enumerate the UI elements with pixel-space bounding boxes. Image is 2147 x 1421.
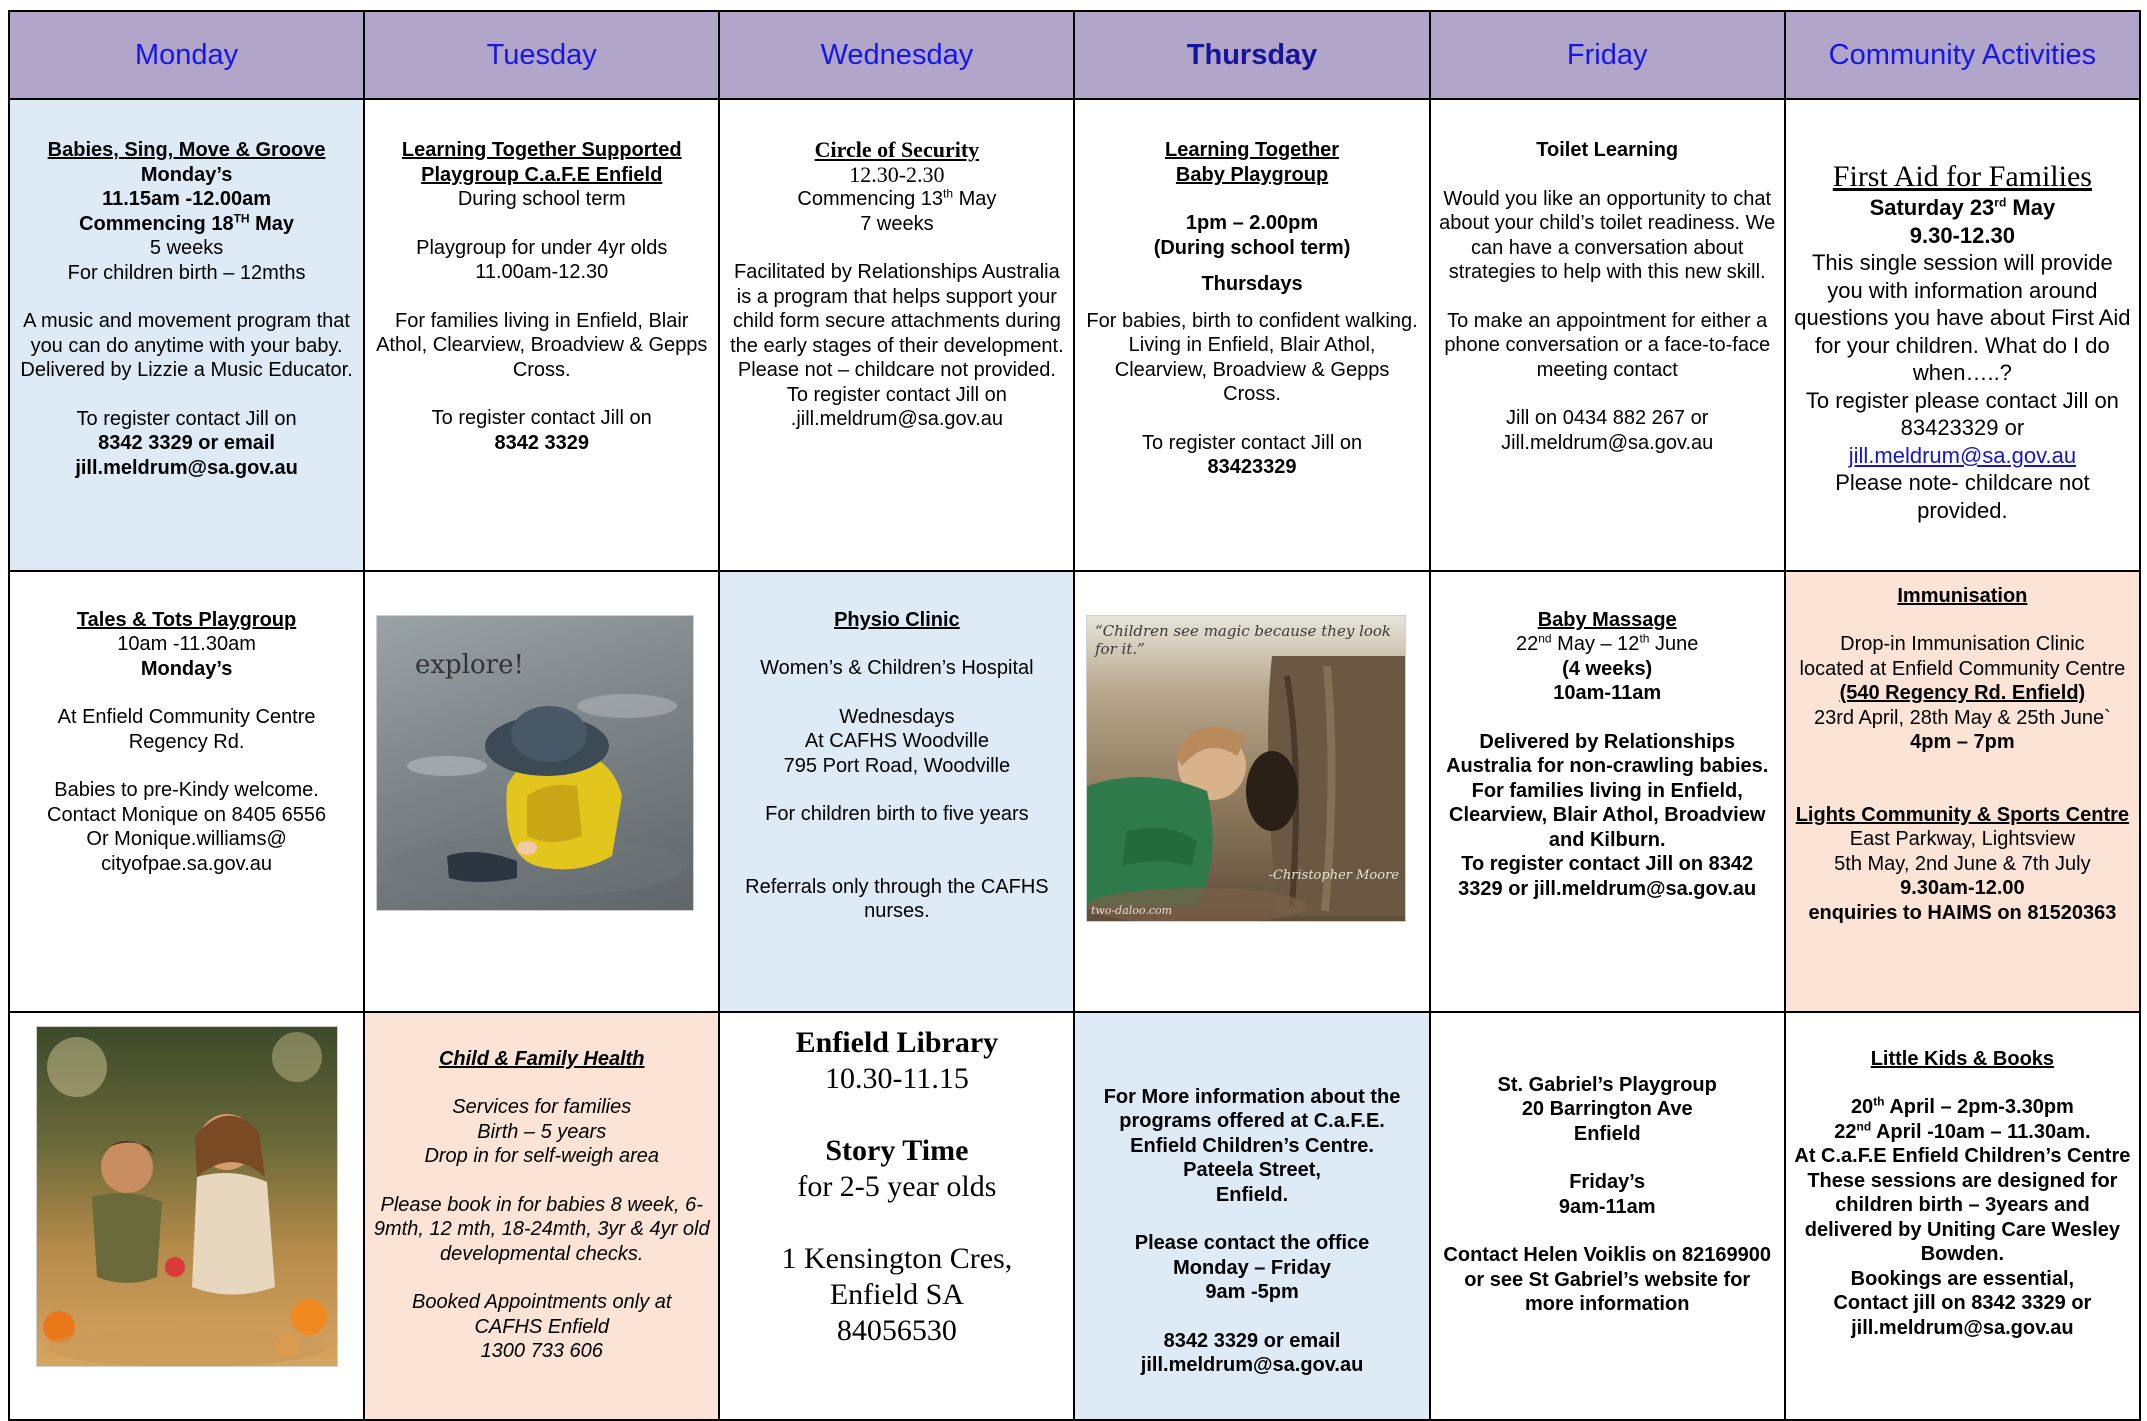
cell-physio-clinic <box>719 571 1074 1012</box>
program-description: Delivered by Relationships Australia for non-crawling babies. <box>1446 730 1769 778</box>
magic-quote-photo <box>1086 615 1406 922</box>
program-families: Living in Enfield, Blair Athol, Clearview, Broadview & Gepps Cross. <box>1114 334 1390 406</box>
explore-caption: explore! <box>415 650 524 680</box>
program-dropin: Drop in for self-weigh area <box>424 1145 660 1168</box>
program-title: Enfield Library <box>795 1025 999 1059</box>
cell-baby-playgroup <box>1074 99 1429 570</box>
cell-enfield-library <box>719 1012 1074 1420</box>
program-dates: 22nd May – 12th June <box>1516 631 1699 656</box>
program-commencing: Commencing 18TH May <box>79 211 295 235</box>
info-days: Monday – Friday <box>1173 1256 1331 1279</box>
magic-quote: “Children see magic because they look for it.” <box>1095 622 1392 658</box>
program-note: Please note- childcare not provided. <box>1835 470 2090 523</box>
program-time: 12.30-2.30 <box>849 161 945 187</box>
program-title-2: Baby Playgroup <box>1175 163 1329 186</box>
session-2: 22nd April -10am – 11.30am. <box>1834 1119 2091 1143</box>
header-wednesday: Wednesday <box>719 11 1074 99</box>
booked-location: CAFHS Enfield <box>474 1315 609 1338</box>
program-title: First Aid for Families <box>1832 160 2092 194</box>
program-subtitle: Story Time <box>825 1133 969 1167</box>
contact-email: jill.meldrum@sa.gov.au <box>75 456 298 479</box>
program-commencing: Commencing 13th May <box>797 186 997 211</box>
program-location: At CAFHS Woodville <box>804 730 989 753</box>
register-text: To register contact Jill on <box>76 407 297 430</box>
program-title: Little Kids & Books <box>1870 1047 2055 1070</box>
contact-phone: 84056530 <box>836 1313 957 1347</box>
contact-phone: 8342 3329 <box>494 431 589 454</box>
header-tuesday: Tuesday <box>364 11 719 99</box>
kids-illustration <box>37 1027 337 1366</box>
program-time: 10.30-11.15 <box>824 1061 969 1095</box>
program-title: Learning Together <box>1165 139 1340 162</box>
program-note: Please not – childcare not provided. <box>737 359 1056 382</box>
register-text: To register contact Jill on <box>786 383 1007 406</box>
cell-child-family-health <box>364 1012 719 1420</box>
program-date: Saturday 23rd May <box>1869 195 2056 221</box>
program-ages: Birth – 5 years <box>477 1120 607 1143</box>
header-row <box>9 11 2140 99</box>
program-term: (During school term) <box>1153 236 1351 259</box>
program-title: Toilet Learning <box>1536 139 1679 162</box>
program-provider: Women’s & Children’s Hospital <box>760 657 1034 680</box>
program-term: During school term <box>457 188 626 211</box>
program-title: Physio Clinic <box>834 608 960 631</box>
program-welcome: Babies to pre-Kindy welcome. <box>54 779 319 802</box>
program-ages: For babies, birth to confident walking. <box>1086 309 1418 332</box>
program-title: Tales & Tots Playgroup <box>76 608 297 631</box>
program-day: Thursdays <box>1201 273 1303 296</box>
info-contact: Please contact the office <box>1134 1232 1370 1255</box>
program-title: Baby Massage <box>1537 608 1677 631</box>
program-ages: For children birth – 12mths <box>67 261 306 284</box>
kids-playing-photo <box>36 1026 338 1367</box>
magic-site: two-daloo.com <box>1091 904 1173 917</box>
program-time: 9.30-12.30 <box>1909 222 2015 248</box>
program-contact: Contact Helen Voiklis on 82169900 or see St Gabriel’s website for more information <box>1443 1244 1771 1316</box>
program-description: Would you like an opportunity to chat about your child’s toilet readiness. We can have a conversation about strategies to help with this new skill. <box>1439 187 1776 284</box>
cell-first-aid <box>1785 99 2140 570</box>
info-hours: 9am -5pm <box>1205 1281 1299 1304</box>
cell-st-gabriels <box>1430 1012 1785 1420</box>
clinic-dates: 23rd April, 28th May & 25th June` <box>1813 706 2111 729</box>
register-text: To register contact Jill on 8342 3329 or jill.meldrum@sa.gov.au <box>1458 853 1757 900</box>
header-community: Community Activities <box>1785 11 2140 99</box>
register-text: To register contact Jill on <box>431 407 652 430</box>
program-description: A music and movement program that you can do anytime with your baby. Delivered by Lizzie a Music Educator. <box>20 310 353 382</box>
lights-address: East Parkway, Lightsview <box>1849 828 2076 851</box>
contact-phone: Contact Monique on 8405 6556 <box>47 803 327 826</box>
appointment-text: To make an appointment for either a phone conversation or a face-to-face meeting contact <box>1444 309 1771 381</box>
program-description: These sessions are designed for children birth – 3years and delivered by Uniting Care Wesley Bowden. <box>1804 1169 2121 1266</box>
program-time: 9am-11am <box>1558 1195 1656 1218</box>
cell-little-kids-books <box>1785 1012 2140 1420</box>
program-weeks: 7 weeks <box>860 212 934 235</box>
program-families: For families living in Enfield, Blair Athol, Clearview, Broadview & Gepps Cross. <box>376 309 708 381</box>
lights-enquiries: enquiries to HAIMS on 81520363 <box>1808 901 2117 924</box>
program-title: Child & Family Health <box>438 1047 645 1070</box>
contact-phone: Contact jill on 8342 3329 or <box>1833 1292 2092 1315</box>
contact-phone: 8342 3329 or email <box>98 432 275 455</box>
clinic-time: 4pm – 7pm <box>1910 731 2015 754</box>
program-day: Friday’s <box>1569 1171 1646 1194</box>
program-referrals: Referrals only through the CAFHS nurses. <box>745 875 1049 923</box>
magic-author: -Christopher Moore <box>1268 868 1399 883</box>
cell-circle-of-security <box>719 99 1074 570</box>
cell-tales-tots <box>9 571 364 1012</box>
program-title: Immunisation <box>1897 584 2028 607</box>
program-families: For families living in Enfield, Clearview, Blair Athol, Broadview and Kilburn. <box>1449 779 1766 851</box>
program-time: 11.00am-12.30 <box>475 261 609 284</box>
program-description: This single session will provide you with information around questions you have about First Aid for your children. What do I do when…..? <box>1794 250 2131 386</box>
lights-title: Lights Community & Sports Centre <box>1795 803 2130 826</box>
program-title-2: Playgroup C.a.F.E Enfield <box>421 163 663 186</box>
program-day: Monday’s <box>140 657 233 680</box>
program-title: St. Gabriel’s Playgroup <box>1497 1073 1717 1096</box>
session-1: 20th April – 2pm-3.30pm <box>1850 1094 2074 1119</box>
header-monday: Monday <box>9 11 364 99</box>
program-booking: Please book in for babies 8 week, 6-9mth, 12 mth, 18-24mth, 3yr & 4yr old developmental checks. <box>373 1193 710 1265</box>
cell-babies-sing <box>9 99 364 570</box>
program-time: 10am -11.30am <box>117 633 256 656</box>
program-location: At Enfield Community Centre Regency Rd. <box>57 706 316 753</box>
clinic-address: (540 Regency Rd. Enfield) <box>1839 682 2086 705</box>
program-weeks: (4 weeks) <box>1562 657 1653 680</box>
cell-baby-massage <box>1430 571 1785 1012</box>
program-title: Circle of Security <box>814 137 980 163</box>
contact-phone: 83423329 <box>1207 456 1297 479</box>
info-street: Pateela Street, <box>1183 1159 1321 1182</box>
clinic-text: Drop-in Immunisation Clinic <box>1840 633 2085 656</box>
program-ages: For children birth to five years <box>765 803 1029 826</box>
contact-email: jill.meldrum@sa.gov.au <box>1140 1354 1364 1377</box>
contact-phone: 8342 3329 or email <box>1163 1329 1341 1352</box>
contact-email: Or Monique.williams@ <box>86 828 287 851</box>
explore-photo <box>376 615 694 911</box>
register-text: To register please contact Jill on 83423329 or <box>1805 387 2119 441</box>
program-time: 1pm – 2.00pm <box>1185 212 1319 235</box>
program-group: Playgroup for under 4yr olds <box>416 236 668 259</box>
program-address: 1 Kensington Cres, <box>781 1241 1013 1275</box>
program-weeks: 5 weeks <box>149 237 224 260</box>
program-description: Facilitated by Relationships Australia is a program that helps support your child form secure attachments during the early stages of their development. <box>730 261 1064 357</box>
info-text: For More information about the programs offered at C.a.F.E. Enfield Children’s Centre. <box>1103 1085 1401 1157</box>
cell-immunisation <box>1785 571 2140 1012</box>
program-day: Monday’s <box>140 163 233 186</box>
clinic-location: located at Enfield Community Centre <box>1799 657 2126 680</box>
program-title: Learning Together Supported <box>401 139 682 162</box>
contact-email: .jill.meldrum@sa.gov.au <box>790 408 1003 431</box>
register-text: To register contact Jill on <box>1141 431 1363 454</box>
row-1 <box>9 99 2140 570</box>
contact-phone: Jill on 0434 882 267 or <box>1506 407 1709 430</box>
program-suburb: Enfield SA <box>829 1277 964 1311</box>
program-time: 11.15am -12.00am <box>102 188 272 211</box>
row-2 <box>9 571 2140 1012</box>
lights-time: 9.30am-12.00 <box>1900 877 2025 900</box>
program-venue: At C.a.F.E Enfield Children’s Centre <box>1794 1145 2131 1168</box>
email-link[interactable]: jill.meldrum@sa.gov.au <box>1848 442 2077 468</box>
cell-toilet-learning <box>1430 99 1785 570</box>
program-address: 795 Port Road, Woodville <box>783 754 1011 777</box>
program-services: Services for families <box>452 1096 632 1119</box>
header-friday: Friday <box>1430 11 1785 99</box>
contact-email: Jill.meldrum@sa.gov.au <box>1501 431 1714 454</box>
program-suburb: Enfield <box>1573 1122 1641 1145</box>
cell-more-info <box>1074 1012 1429 1420</box>
lights-dates: 5th May, 2nd June & 7th July <box>1834 852 2091 875</box>
program-bookings: Bookings are essential, <box>1850 1267 2075 1290</box>
program-day: Wednesdays <box>839 705 955 728</box>
program-time: 10am-11am <box>1553 682 1662 705</box>
cell-learning-together-supported <box>364 99 719 570</box>
program-ages: for 2-5 year olds <box>797 1169 997 1203</box>
program-title: Babies, Sing, Move & Groove <box>47 139 326 162</box>
info-suburb: Enfield. <box>1215 1183 1289 1206</box>
contact-phone: 1300 733 606 <box>480 1340 603 1363</box>
program-address: 20 Barrington Ave <box>1521 1098 1693 1121</box>
header-thursday: Thursday <box>1074 11 1429 99</box>
contact-email-2: cityofpae.sa.gov.au <box>101 852 272 875</box>
booked-text: Booked Appointments only at <box>412 1291 672 1314</box>
contact-email: jill.meldrum@sa.gov.au <box>1851 1316 2074 1339</box>
